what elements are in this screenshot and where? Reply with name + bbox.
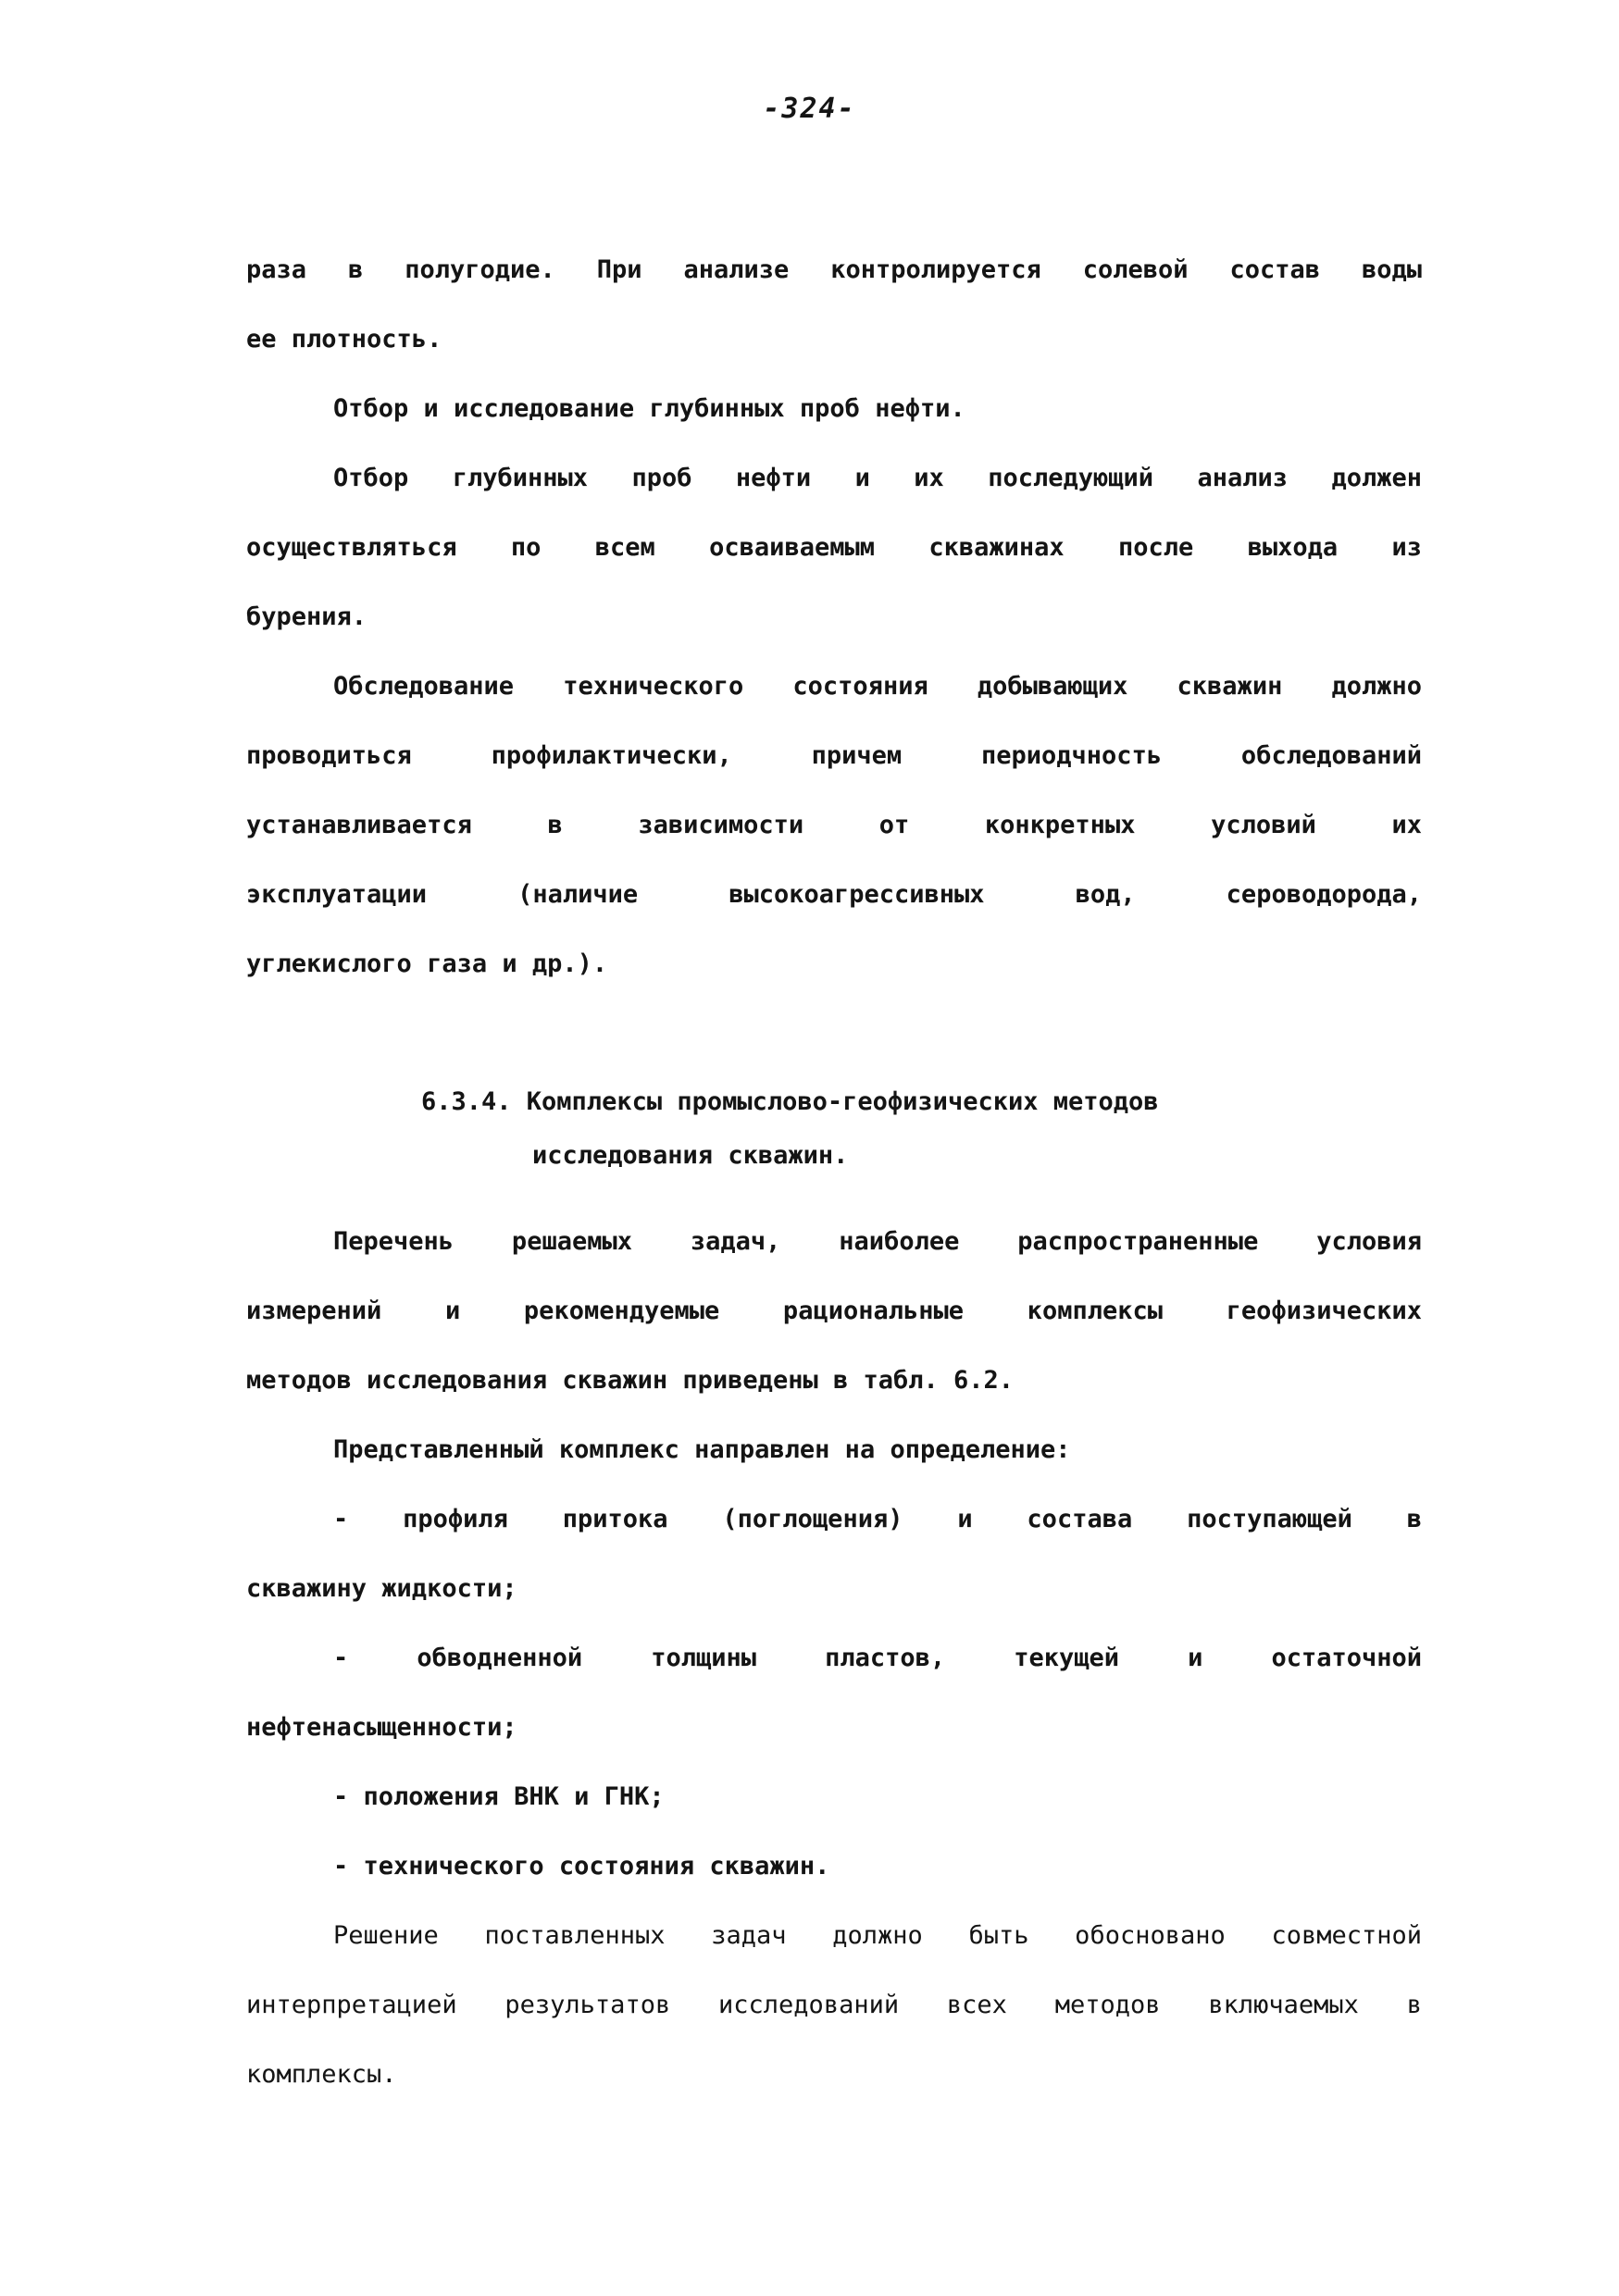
paragraph-line: осуществляться по всем осваиваемым скважинах после выхода из: [246, 533, 1422, 562]
page-number: -324-: [763, 93, 856, 125]
paragraph-line: бурения.: [246, 602, 367, 631]
section-heading-line2: исследования скважин.: [532, 1141, 849, 1170]
list-item-line: - технического состояния скважин.: [333, 1852, 830, 1880]
paragraph-line: Обследование технического состояния добывающих скважин должно: [333, 672, 1422, 701]
paragraph-line: Отбор глубинных проб нефти и их последующий анализ должен: [333, 464, 1422, 492]
list-item-line: - положения ВНК и ГНК;: [333, 1782, 665, 1811]
paragraph-line: ее плотность.: [246, 325, 442, 354]
paragraph-line: проводиться профилактически, причем периодчность обследований: [246, 741, 1422, 770]
paragraph-line: комплексы.: [246, 2060, 397, 2089]
paragraph-line: методов исследования скважин приведены в табл. 6.2.: [246, 1366, 1015, 1395]
list-item-line: нефтенасыщенности;: [246, 1713, 517, 1742]
list-item-line: скважину жидкости;: [246, 1574, 517, 1603]
paragraph-line: Представленный комплекс направлен на определение:: [333, 1435, 1071, 1464]
paragraph-line: углекислого газа и др.).: [246, 949, 608, 978]
paragraph-line: Решение поставленных задач должно быть обосновано совместной: [333, 1921, 1422, 1950]
paragraph-line: Перечень решаемых задач, наиболее распространенные условия: [333, 1227, 1422, 1256]
paragraph-line: интерпретацией результатов исследований всех методов включаемых в: [246, 1991, 1422, 2019]
list-item-line: - обводненной толщины пластов, текущей и остаточной: [333, 1644, 1422, 1672]
paragraph-line: эксплуатации (наличие высокоагрессивных вод, сероводорода,: [246, 880, 1422, 909]
section-heading-line1: 6.3.4. Комплексы промыслово-геофизических методов: [421, 1087, 1159, 1116]
paragraph-line: раза в полугодие. При анализе контролируется солевой состав воды: [246, 255, 1422, 284]
list-item-line: - профиля притока (поглощения) и состава поступающей в: [333, 1505, 1422, 1533]
paragraph-line: измерений и рекомендуемые рациональные комплексы геофизических: [246, 1297, 1422, 1325]
paragraph-line: Отбор и исследование глубинных проб нефти.: [333, 394, 965, 423]
paragraph-line: устанавливается в зависимости от конкретных условий их: [246, 811, 1422, 839]
